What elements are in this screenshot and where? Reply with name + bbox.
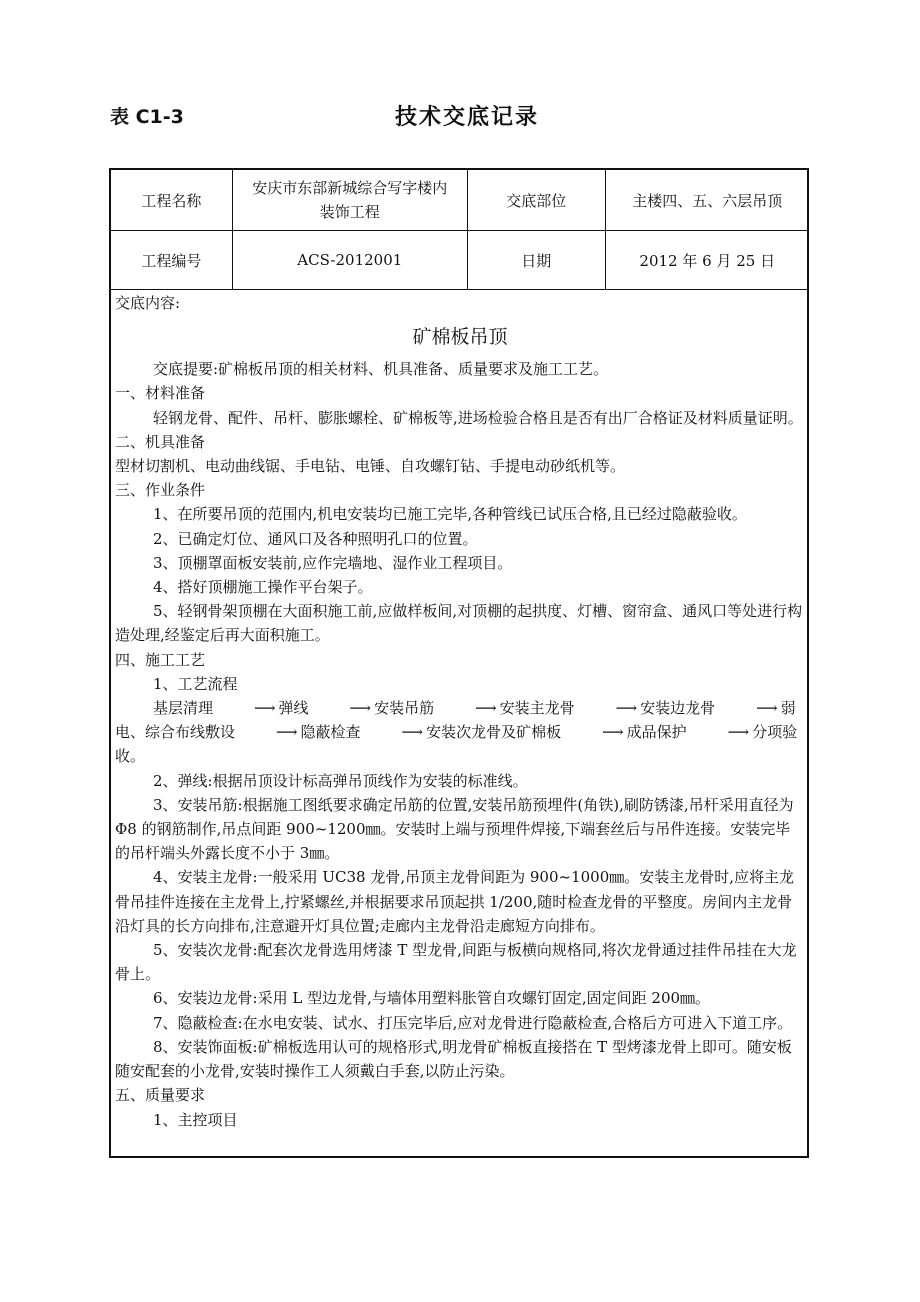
flow-step: 安装边龙骨 <box>640 699 716 718</box>
section-1-heading: 一、材料准备 <box>115 384 206 403</box>
section-2-text: 型材切割机、电动曲线锯、手电钻、电锤、自攻螺钉钻、手提电动砂纸机等。 <box>115 457 626 476</box>
content-label: 交底内容: <box>115 294 181 312</box>
arrow-right-icon: ⟶ <box>756 699 778 718</box>
disclosure-content <box>115 291 805 1132</box>
flow-step: 弱电、综合布线敷设 <box>115 699 796 742</box>
project-name-label: 工程名称 <box>111 170 232 231</box>
flow-label: 1、工艺流程 <box>153 674 238 693</box>
flow-step: 安装吊筋 <box>374 699 435 718</box>
flow-step: 基层清理 <box>153 699 214 718</box>
section-4-item: 2、弹线:根据吊顶设计标高弹吊顶线作为安装的标准线。 <box>153 771 528 790</box>
arrow-right-icon: ⟶ <box>615 699 638 718</box>
arrow-right-icon: ⟶ <box>727 723 750 742</box>
arrow-right-icon: ⟶ <box>475 699 497 718</box>
section-3-item: 2、已确定灯位、通风口及各种照明孔口的位置。 <box>153 529 478 548</box>
arrow-right-icon: ⟶ <box>276 723 298 742</box>
project-name-value: 安庆市东部新城综合写字楼内装饰工程 <box>232 170 467 231</box>
flow-step: 成品保护 <box>626 723 687 742</box>
section-2-heading: 二、机具准备 <box>115 432 206 451</box>
arrow-right-icon: ⟶ <box>602 723 624 742</box>
project-no-value: ACS-2012001 <box>232 231 467 290</box>
section-4-item: 8、安装饰面板:矿棉板选用认可的规格形式,明龙骨矿棉板直接搭在 T 型烤漆龙骨上即可。随安板随安配套的小龙骨,安装时操作工人须戴白手套,以防止污染。 <box>115 1037 792 1081</box>
arrow-right-icon: ⟶ <box>254 699 276 718</box>
date-value: 2012 年 6 月 25 日 <box>605 231 809 290</box>
arrow-right-icon: ⟶ <box>401 723 424 742</box>
project-no-label: 工程编号 <box>111 231 232 290</box>
section-3-item: 3、顶棚罩面板安装前,应作完墙地、湿作业工程项目。 <box>153 553 513 572</box>
section-4-heading: 四、施工工艺 <box>115 650 206 669</box>
section-4-item: 6、安装边龙骨:采用 L 型边龙骨,与墙体用塑料胀管自攻螺钉固定,固定间距 200㎜。 <box>153 989 711 1008</box>
summary: 交底提要:矿棉板吊顶的相关材料、机具准备、质量要求及施工工艺。 <box>153 360 609 379</box>
section-4-item: 5、安装次龙骨:配套次龙骨选用烤漆 T 型龙骨,间距与板横向规格同,将次龙骨通过挂件吊挂在大龙骨上。 <box>115 941 797 984</box>
section-3-item: 5、轻钢骨架顶棚在大面积施工前,应做样板间,对顶棚的起拱度、灯槽、窗帘盒、通风口等处进行构造处理,经鉴定后再大面积施工。 <box>115 602 803 645</box>
section-4-item: 7、隐蔽检查:在水电安装、试水、打压完毕后,应对龙骨进行隐蔽检查,合格后方可进入下道工序。 <box>153 1013 793 1032</box>
section-5-item: 1、主控项目 <box>153 1110 238 1129</box>
flow-step: 安装次龙骨及矿棉板 <box>426 723 562 742</box>
arrow-right-icon: ⟶ <box>349 699 372 718</box>
position-label: 交底部位 <box>467 170 605 231</box>
flow-step: 弹线 <box>278 699 309 718</box>
flow-step: 安装主龙骨 <box>499 699 575 718</box>
flow-step: 分项验收。 <box>115 723 798 766</box>
section-3-item: 1、在所要吊顶的范围内,机电安装均已施工完毕,各种管线已试压合格,且已经过隐蔽验收。 <box>153 505 747 524</box>
section-4-item: 4、安装主龙骨:一般采用 UC38 龙骨,吊顶主龙骨间距为 900~1000㎜。安装主龙骨时,应将主龙骨吊挂件连接在主龙骨上,拧紧螺丝,并根据要求吊顶起拱 1/200,随时检查龙骨的平整度。房间内主龙骨沿灯具的长方向排布,注意避开灯具位置;走廊内主龙骨沿走廊短方向排布。 <box>115 868 795 935</box>
process-flow <box>115 696 805 769</box>
section-3-item: 4、搭好顶棚施工操作平台架子。 <box>153 578 373 597</box>
section-5-heading: 五、质量要求 <box>115 1086 206 1105</box>
section-3-heading: 三、作业条件 <box>115 481 206 500</box>
section-1-text: 轻钢龙骨、配件、吊杆、膨胀螺栓、矿棉板等,进场检验合格且是否有出厂合格证及材料质量证明。 <box>153 408 803 427</box>
section-4-item: 3、安装吊筋:根据施工图纸要求确定吊筋的位置,安装吊筋预埋件(角铁),刷防锈漆,吊杆采用直径为Φ8 的钢筋制作,吊点间距 900~1200㎜。安装时上端与预埋件焊接,下端套丝后与吊件连接。安装完毕的吊杆端头外露长度不小于 3㎜。 <box>115 795 794 863</box>
position-value: 主楼四、五、六层吊顶 <box>605 170 809 231</box>
form-code: 表 C1-3 <box>110 106 184 128</box>
date-label: 日期 <box>467 231 605 290</box>
flow-step: 隐蔽检查 <box>300 723 361 742</box>
document-title: 技术交底记录 <box>395 105 540 130</box>
record-sheet <box>109 168 809 1158</box>
info-table <box>111 170 809 290</box>
content-title: 矿棉板吊顶 <box>412 326 508 349</box>
